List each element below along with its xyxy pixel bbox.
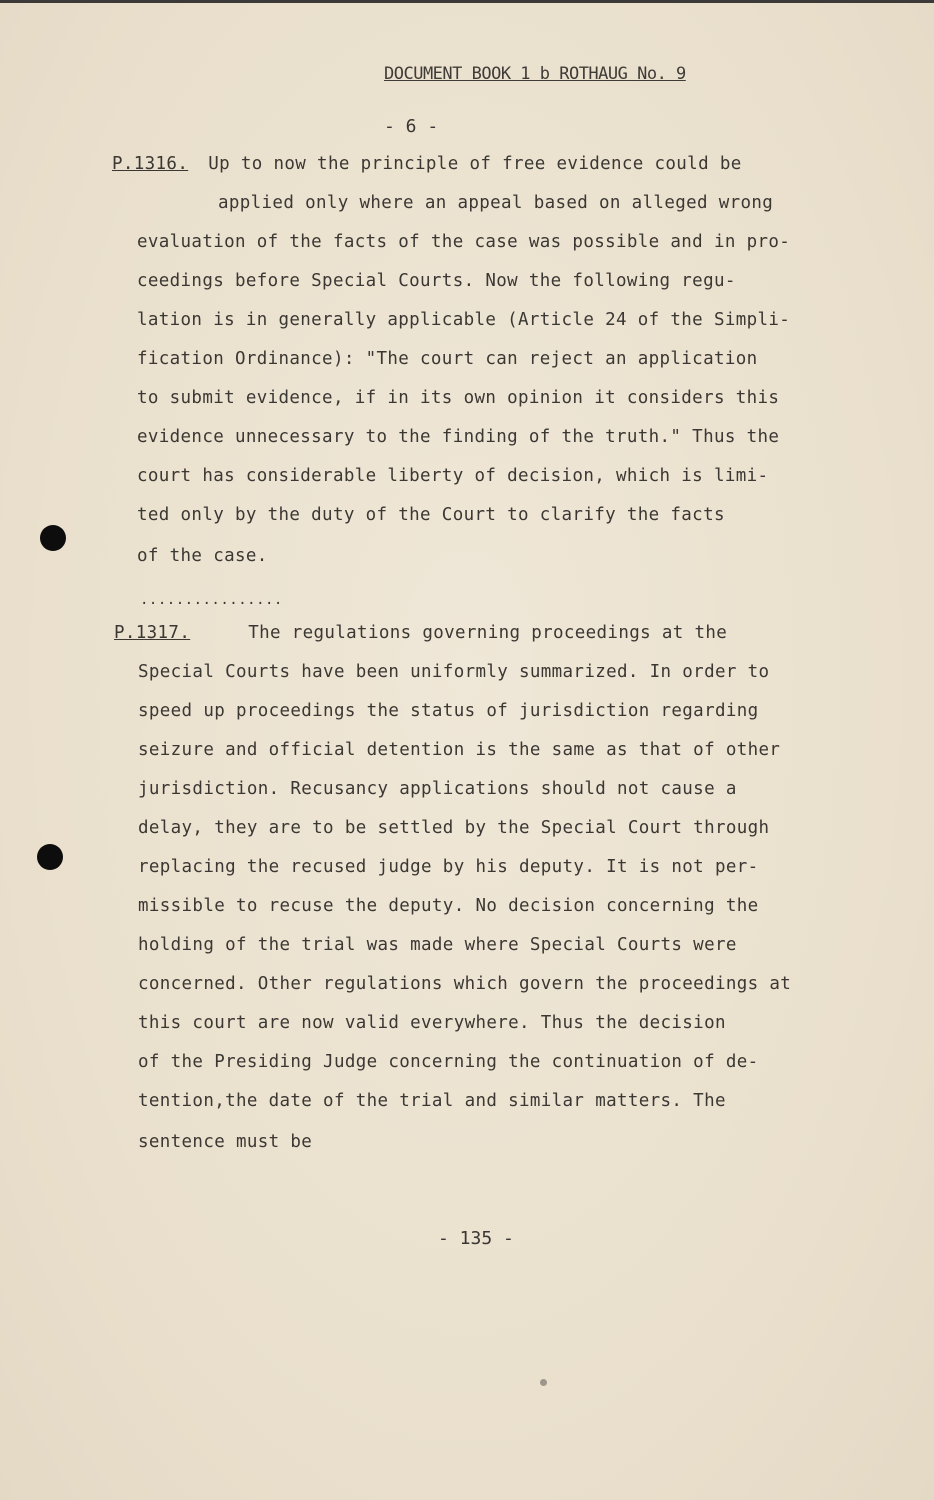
paper-speck — [540, 1379, 547, 1386]
paragraph-line: of the case. — [137, 546, 268, 566]
page-footer-number: - 135 - — [438, 1228, 514, 1249]
paragraph-label-1317: P.1317. — [114, 623, 191, 643]
paragraph-text: Up to now the principle of free evidence could be — [208, 154, 742, 174]
page-marker: - 6 - — [384, 116, 439, 137]
paragraph-label-1316: P.1316. — [112, 154, 189, 174]
paragraph-line: Special Courts have been uniformly summarized. In order to — [138, 662, 770, 682]
paragraph-line: applied only where an appeal based on alleged wrong — [218, 193, 774, 213]
paragraph-line: ceedings before Special Courts. Now the following regu- — [137, 271, 736, 291]
paragraph-line: sentence must be — [138, 1132, 313, 1152]
paragraph-line — [114, 623, 727, 643]
paragraph-line: lation is in generally applicable (Article 24 of the Simpli- — [137, 310, 791, 330]
paragraph-line: concerned. Other regulations which govern the proceedings at — [138, 974, 792, 994]
document-header: DOCUMENT BOOK 1 b ROTHAUG No. 9 — [384, 64, 686, 84]
paragraph-line — [112, 154, 742, 174]
paragraph-line: jurisdiction. Recusancy applications should not cause a — [138, 779, 737, 799]
paragraph-line: replacing the recused judge by his deputy. It is not per- — [138, 857, 759, 877]
paragraph-line: speed up proceedings the status of jurisdiction regarding — [138, 701, 759, 721]
paragraph-text: The regulations governing proceedings at the — [248, 623, 728, 643]
paragraph-line: to submit evidence, if in its own opinion it considers this — [137, 388, 780, 408]
paragraph-line: evaluation of the facts of the case was possible and in pro- — [137, 232, 791, 252]
paragraph-line: of the Presiding Judge concerning the continuation of de- — [138, 1052, 759, 1072]
paragraph-line: delay, they are to be settled by the Special Court through — [138, 818, 770, 838]
paragraph-line: tention,the date of the trial and similar matters. The — [138, 1091, 726, 1111]
paragraph-line: missible to recuse the deputy. No decision concerning the — [138, 896, 759, 916]
paragraph-line: court has considerable liberty of decision, which is limi- — [137, 466, 769, 486]
paragraph-line: fication Ordinance): "The court can reject an application — [137, 349, 758, 369]
section-separator: ................ — [140, 592, 283, 608]
paragraph-line: this court are now valid everywhere. Thus the decision — [138, 1013, 726, 1033]
paragraph-line: holding of the trial was made where Special Courts were — [138, 935, 737, 955]
paragraph-line: seizure and official detention is the same as that of other — [138, 740, 781, 760]
punch-hole — [40, 525, 66, 551]
top-edge — [0, 0, 934, 3]
paragraph-line: evidence unnecessary to the finding of the truth." Thus the — [137, 427, 780, 447]
paragraph-line: ted only by the duty of the Court to clarify the facts — [137, 505, 725, 525]
punch-hole — [37, 844, 63, 870]
